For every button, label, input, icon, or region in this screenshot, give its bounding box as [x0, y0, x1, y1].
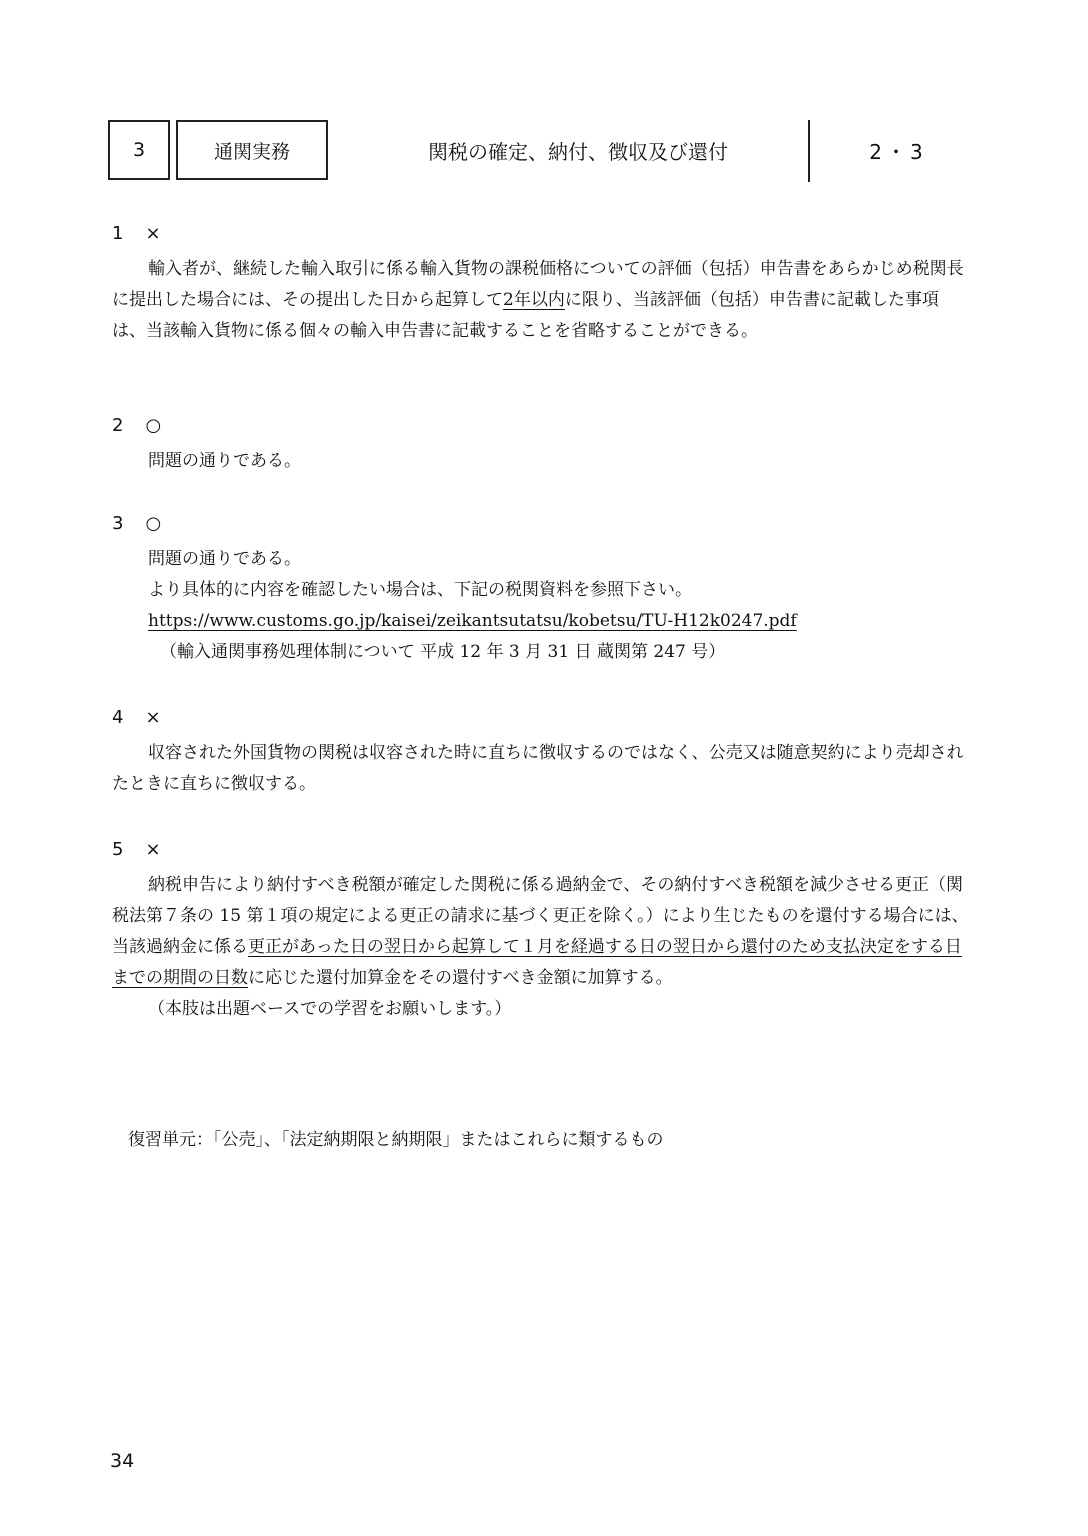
question-number-box: 3 [108, 120, 170, 180]
cross-mark-icon: × [145, 707, 161, 728]
header-divider [808, 120, 810, 182]
page-number: 34 [110, 1450, 135, 1472]
circle-mark-icon: ○ [145, 513, 162, 534]
item-heading [112, 414, 972, 438]
item-number: 3 [112, 513, 124, 534]
item-heading [112, 838, 972, 862]
explanation-item-2 [112, 414, 972, 477]
item-heading [112, 512, 972, 536]
item-text: より具体的に内容を確認したい場合は、下記の税関資料を参照下さい。 [148, 580, 692, 600]
item-heading [112, 706, 972, 730]
item-text: 納税申告により納付すべき税額が確定した関税に係る過納金で、その納付すべき税額を減少させる更正（関税法第７条の 15 第１項の規定による更正の請求に基づく更正を除く。）により生じたものを還付する場合には、当該過納金に係る更正があった日の翌日から起算して１月を経過する日の翌日から還付のため支払決定をする日までの期間の日数に応じた還付加算金をその還付すべき金額に加算する。 [112, 875, 969, 988]
review-units: 復習単元：「公売」、「法定納期限と納期限」またはこれらに類するもの [128, 1130, 664, 1150]
explanation-item-3 [112, 512, 972, 668]
question-title: 関税の確定、納付、徴収及び還付 [428, 139, 728, 164]
item-number: 1 [112, 223, 124, 244]
explanation-item-5 [112, 838, 972, 1025]
underlined-phrase: 更正があった日の翌日から起算して１月を経過する日の翌日から還付のため支払決定をする日までの期間の日数 [112, 937, 962, 988]
cross-mark-icon: × [145, 223, 161, 244]
subject-box: 通関実務 [176, 120, 328, 180]
study-note: （本肢は出題ベースでの学習をお願いします。） [148, 999, 512, 1019]
explanation-item-4 [112, 706, 972, 800]
item-text: 収容された外国貨物の関税は収容された時に直ちに徴収するのではなく、公売又は随意契約により売却されたときに直ちに徴収する。 [112, 743, 964, 794]
circle-mark-icon: ○ [145, 415, 162, 436]
item-heading [112, 222, 972, 246]
answer-label: 2・3 [869, 139, 927, 164]
item-number: 2 [112, 415, 124, 436]
cross-mark-icon: × [145, 839, 161, 860]
item-number: 4 [112, 707, 124, 728]
item-text: 輸入者が、継続した輸入取引に係る輸入貨物の課税価格についての評価（包括）申告書をあらかじめ税関長に提出した場合には、その提出した日から起算して2年以内に限り、当該評価（包括）申告書に記載した事項は、当該輸入貨物に係る個々の輸入申告書に記載することを省略することができる。 [112, 259, 964, 341]
item-text: 問題の通りである。 [148, 549, 301, 569]
item-number: 5 [112, 839, 124, 860]
reference-note: （輸入通関事務処理体制について 平成 12 年 3 月 31 日 蔵関第 247 号） [160, 642, 726, 662]
reference-link[interactable]: https://www.customs.go.jp/kaisei/zeikantsutatsu/kobetsu/TU-H12k0247.pdf [148, 611, 797, 631]
underlined-phrase: 2年以内 [503, 290, 565, 310]
explanation-item-1 [112, 222, 972, 347]
question-header [108, 120, 998, 182]
item-text: 問題の通りである。 [148, 451, 301, 471]
